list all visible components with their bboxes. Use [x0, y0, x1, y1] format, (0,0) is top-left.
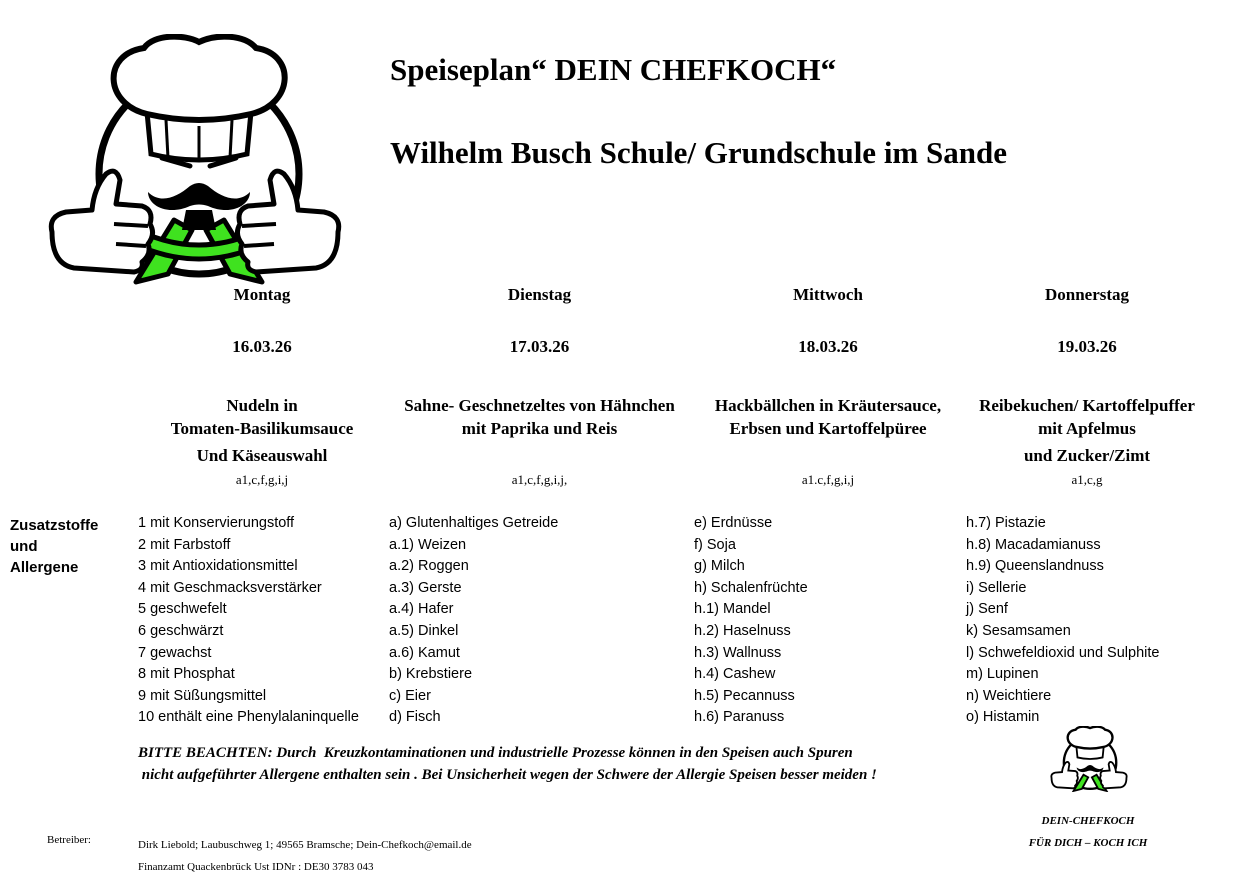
day-date: 17.03.26	[509, 337, 570, 356]
list-item: h.8) Macadamianuss	[966, 536, 1101, 553]
list-item: l) Schwefeldioxid und Sulphite	[966, 644, 1160, 661]
list-item: a) Glutenhaltiges Getreide	[389, 515, 559, 531]
list-item: 5 geschwefelt	[138, 601, 227, 618]
additives-label	[10, 515, 98, 578]
meal-line: Reibekuchen/ Kartoffelpuffer	[979, 396, 1195, 415]
meal-line: mit Paprika und Reis	[461, 419, 618, 438]
list-item: h.3) Wallnuss	[694, 644, 782, 661]
meal-line: Hackbällchen in Kräutersauce,	[714, 396, 942, 415]
meal-line: Tomaten-Basilikumsauce	[170, 419, 354, 438]
list-item: 10 enthält eine Phenylalaninquelle	[138, 709, 359, 726]
additives-list	[138, 513, 359, 729]
operator-tax-id: Finanzamt Quackenbrück Ust IDNr : DE30 3783 043	[138, 861, 374, 873]
day-date: 18.03.26	[798, 337, 858, 356]
meal-line: Erbsen und Kartoffelpüree	[729, 419, 927, 438]
list-item: a.4) Hafer	[389, 601, 454, 618]
day-column-wednesday	[698, 0, 958, 866]
list-item: 7 gewachst	[138, 644, 212, 661]
list-item: 4 mit Geschmacksverstärker	[138, 579, 322, 596]
day-date: 16.03.26	[232, 337, 292, 356]
allergy-notice	[138, 742, 877, 786]
notice-line: BITTE BEACHTEN: Durch Kreuzkontaminationen und industrielle Prozesse können in den Speisen auch Spuren	[138, 745, 853, 761]
label-line: Zusatzstoffe	[10, 517, 99, 534]
meal-line: Nudeln in	[226, 396, 298, 415]
day-name: Montag	[233, 285, 291, 304]
chef-small-logo-image	[1044, 726, 1134, 792]
list-item: h.5) Pecannuss	[694, 687, 795, 704]
list-item: d) Fisch	[389, 709, 441, 726]
allergen-list-2	[694, 513, 808, 729]
list-item: h.7) Pistazie	[966, 515, 1046, 531]
list-item: 3 mit Antioxidationsmittel	[138, 558, 298, 575]
allergen-codes: a1,c,f,g,i,j	[235, 472, 289, 487]
label-line: Allergene	[10, 559, 79, 576]
notice-line: nicht aufgeführter Allergene enthalten sein . Bei Unsicherheit wegen der Schwere der Allergie Speisen besser meiden !	[138, 767, 877, 783]
list-item: a.3) Gerste	[389, 579, 462, 596]
meal-line: mit Apfelmus	[1038, 419, 1136, 438]
list-item: n) Weichtiere	[966, 687, 1052, 704]
meal-line: Sahne- Geschnetzeltes von Hähnchen	[404, 396, 675, 415]
list-item: c) Eier	[389, 687, 431, 704]
day-name: Donnerstag	[1044, 285, 1130, 304]
day-name: Dienstag	[507, 285, 572, 304]
brand-name: DEIN-CHEFKOCH	[1041, 815, 1135, 827]
day-date: 19.03.26	[1057, 337, 1117, 356]
list-item: i) Sellerie	[966, 579, 1027, 596]
brand-tagline: FÜR DICH – KOCH ICH	[1028, 837, 1148, 849]
list-item: 8 mit Phosphat	[138, 666, 235, 683]
meal-description	[122, 394, 402, 440]
list-item: 2 mit Farbstoff	[138, 536, 231, 553]
label-line: und	[10, 538, 38, 555]
allergen-list-3	[966, 513, 1159, 729]
list-item: h.1) Mandel	[694, 601, 771, 618]
list-item: k) Sesamsamen	[966, 622, 1071, 639]
list-item: g) Milch	[694, 558, 745, 575]
operator-label: Betreiber:	[47, 834, 91, 846]
list-item: f) Soja	[694, 536, 736, 553]
meal-extra: Und Käseauswahl	[196, 446, 328, 465]
operator-details	[138, 834, 472, 878]
list-item: m) Lupinen	[966, 666, 1039, 683]
allergen-list-1	[389, 513, 558, 729]
meal-description	[387, 394, 692, 440]
list-item: 9 mit Süßungsmittel	[138, 687, 267, 704]
meal-extra: und Zucker/Zimt	[1023, 446, 1151, 465]
list-item: h.9) Queenslandnuss	[966, 558, 1104, 575]
meal-description	[698, 394, 958, 440]
day-name: Mittwoch	[793, 285, 863, 304]
brand-slogan	[1000, 810, 1176, 854]
operator-address: Dirk Liebold; Laubuschweg 1; 49565 Bramsche; Dein-Chefkoch@email.de	[138, 839, 472, 851]
list-item: o) Histamin	[966, 709, 1040, 726]
day-column-monday	[122, 0, 402, 866]
list-item: j) Senf	[966, 601, 1008, 618]
list-item: h) Schalenfrüchte	[694, 579, 808, 596]
school-name: Wilhelm Busch Schule/ Grundschule im Sande	[390, 135, 1007, 170]
list-item: b) Krebstiere	[389, 666, 473, 683]
list-item: h.2) Haselnuss	[694, 622, 791, 639]
list-item: a.5) Dinkel	[389, 622, 459, 639]
list-item: 1 mit Konservierungstoff	[138, 515, 295, 531]
allergen-codes: a1,c,f,g,i,j,	[511, 472, 568, 487]
meal-description	[962, 394, 1212, 440]
list-item: e) Erdnüsse	[694, 515, 773, 531]
day-column-tuesday	[387, 0, 692, 866]
list-item: h.6) Paranuss	[694, 709, 785, 726]
list-item: 6 geschwärzt	[138, 622, 224, 639]
list-item: a.1) Weizen	[389, 536, 467, 553]
page-title: Speiseplan“ DEIN CHEFKOCH“	[390, 52, 837, 87]
list-item: a.6) Kamut	[389, 644, 460, 661]
allergen-codes: a1.c,f,g,i,j	[801, 472, 855, 487]
list-item: h.4) Cashew	[694, 666, 776, 683]
list-item: a.2) Roggen	[389, 558, 469, 575]
allergen-codes: a1,c,g	[1071, 472, 1103, 487]
